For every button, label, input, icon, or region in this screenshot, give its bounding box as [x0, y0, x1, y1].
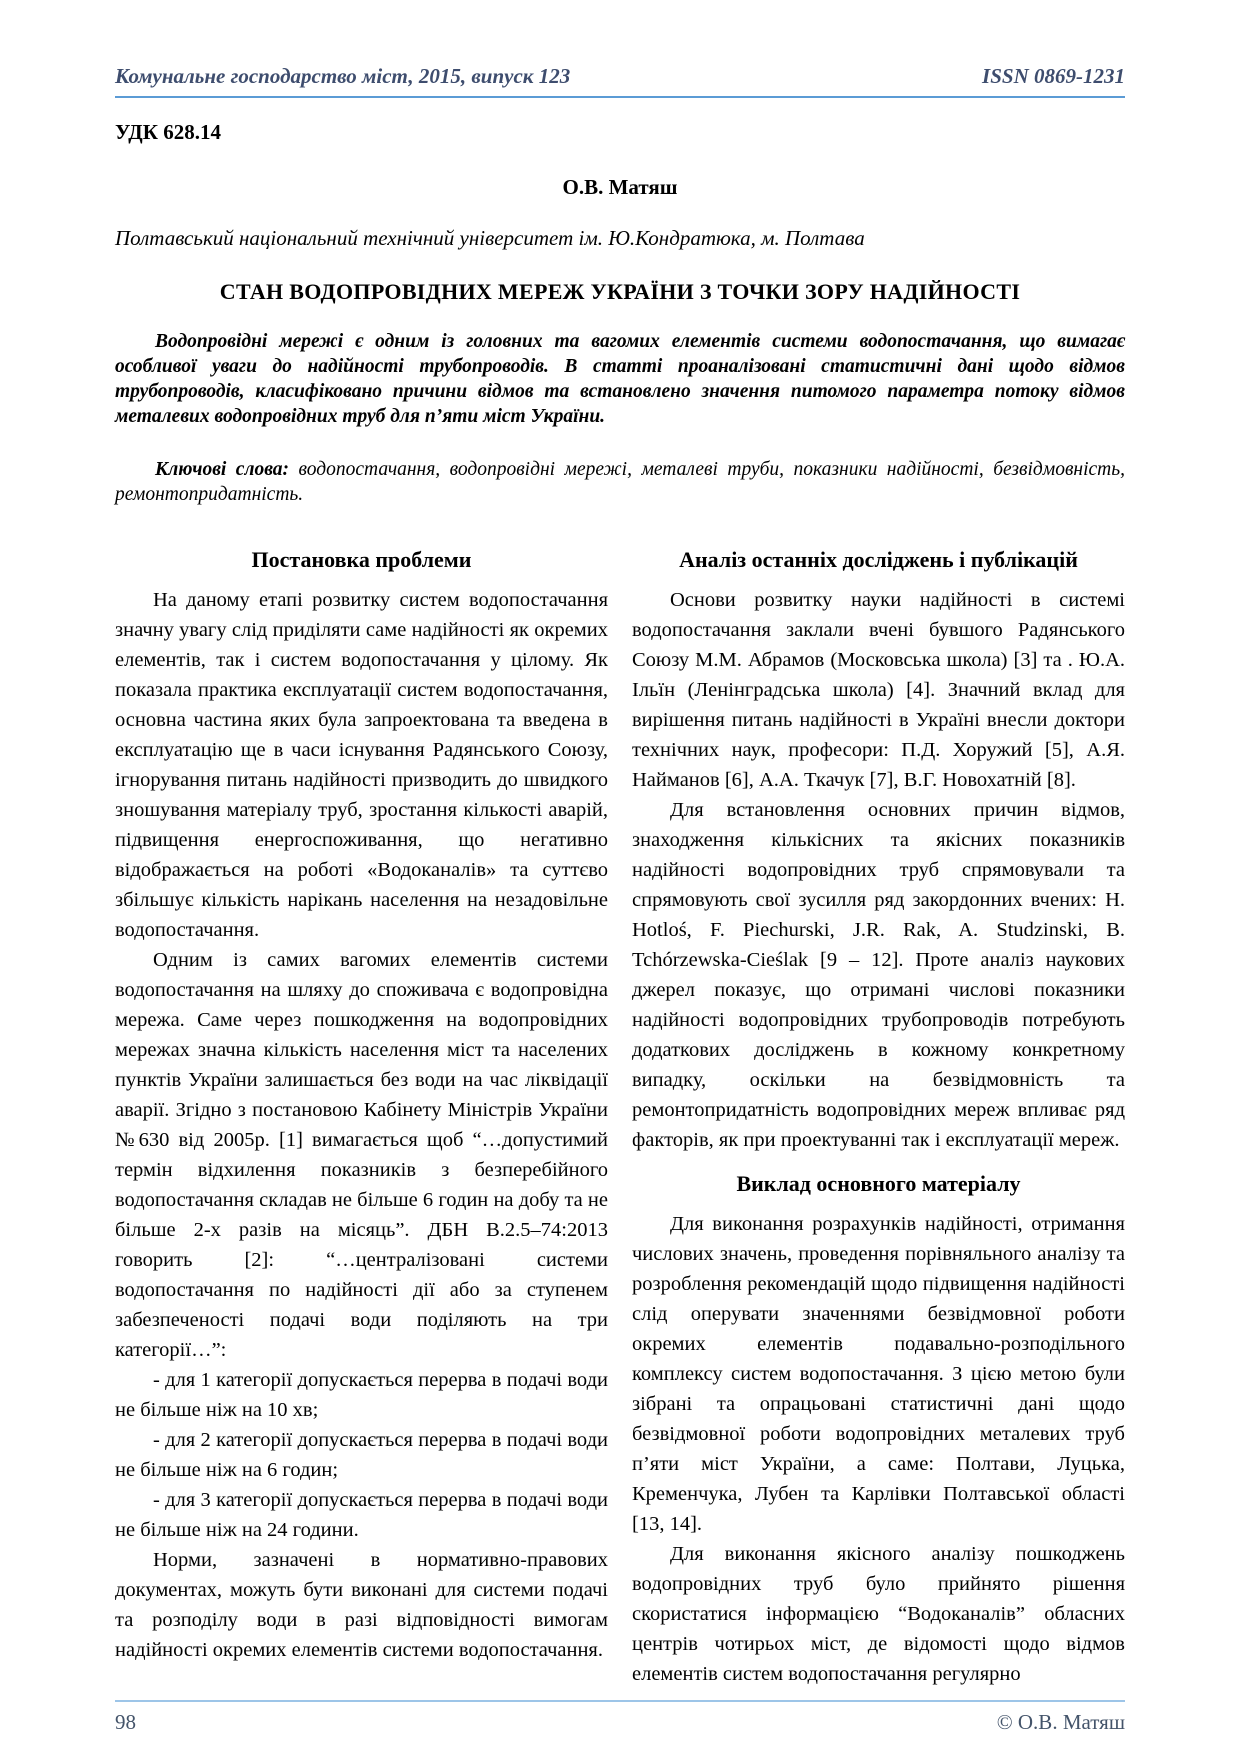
issn-number: ISSN 0869-1231 [982, 64, 1125, 88]
two-column-body [115, 541, 1125, 1689]
page-number: 98 [115, 1710, 136, 1734]
section-heading-problem: Постановка проблеми [251, 547, 472, 572]
copyright-notice: © О.В. Матяш [996, 1710, 1125, 1734]
paragraph: Норми, зазначені в нормативно-правових документах, можуть бути виконані для системи подачі та розподілу води в разі відповідності вимогам надійності окремих елементів системи водопостачання. [115, 1549, 608, 1661]
keywords-label: Ключові слова: [155, 459, 290, 480]
page-footer [115, 1700, 1125, 1735]
abstract-text: Водопровідні мережі є одним із головних та вагомих елементів системи водопостачання, що вимагає особливої уваги до надійності трубопроводів. В статті проаналізовані статистичні дані щодо відмов трубопроводів, класифіковано причини відмов та встановлено значення питомого параметра потоку відмов металевих водопровідних труб для п’яти міст України. [115, 331, 1125, 427]
paragraph: На даному етапі розвитку систем водопостачання значну увагу слід приділяти саме надійності як окремих елементів, так і систем водопостачання у цілому. Як показала практика експлуатації систем водопостачання, основна частина яких була запроектована та введена в експлуатацію ще в часи існування Радянського Союзу, ігнорування питань надійності призводить до швидкого зношування матеріалу труб, зростання кількості аварій, підвищення енергоспоживання, що негативно відображається на роботі «Водоканалів» та суттєво збільшує кількість нарікань населення на незадовільне водопостачання. [115, 589, 608, 941]
paragraph: Для виконання розрахунків надійності, отримання числових значень, проведення порівняльного аналізу та розроблення рекомендацій щодо підвищення надійності слід оперувати значеннями безвідмовної роботи окремих елементів подавально-розподільного комплексу систем водопостачання. З цією метою були зібрані та опрацьовані статистичні дані щодо безвідмовної роботи водопровідних металевих труб п’яти міст України, а саме: Полтави, Луцька, Кременчука, Лубен та Карлівки Полтавської області [13, 14]. [632, 1213, 1125, 1535]
paragraph: Для встановлення основних причин відмов, знаходження кількісних та якісних показників надійності водопровідних труб спрямовували та спрямовують свої зусилля ряд закордонних вчених: H. Hotloś, F. Piechurski, J.R. Rak, A. Studzinski, B. Tchórzewska-Cieślak [9 – 12]. Проте аналіз наукових джерел показує, що отримані числові показники надійності водопровідних трубопроводів потребують додаткових досліджень в кожному конкретному випадку, оскільки на безвідмовність та ремонтопридатність водопровідних мереж впливає ряд факторів, як при проектуванні так і експлуатації мереж. [632, 799, 1125, 1151]
running-header [115, 64, 1125, 98]
list-item-category-1: - для 1 категорії допускається перерва в подачі води не більше ніж на 10 хв; [115, 1369, 608, 1421]
journal-name: Комунальне господарство міст, 2015, випуск 123 [115, 64, 571, 88]
keywords-text: водопостачання, водопровідні мережі, металеві труби, показники надійності, безвідмовність, ремонтопридатність. [115, 459, 1125, 505]
paragraph: Одним із самих вагомих елементів системи водопостачання на шляху до споживача є водопровідна мережа. Саме через пошкодження на водопровідних мережах значна кількість населення міст та населених пунктів України залишається без води на час ліквідації аварії. Згідно з постановою Кабінету Міністрів України №630 від 2005р. [1] вимагається щоб “…допустимий термін відхилення показників з безперебійного водопостачання складав не більше 6 годин на добу та не більше 2-х разів на місяць”. ДБН В.2.5–74:2013 говорить [2]: “…централізовані системи водопостачання по надійності дії або за ступенем забезпеченості подачі води поділяють на три категорії…”: [115, 949, 608, 1361]
paragraph: Основи розвитку науки надійності в системі водопостачання заклали вчені бувшого Радянського Союзу М.М. Абрамов (Московська школа) [3] та . Ю.А. Ільїн (Ленінградська школа) [4]. Значний вклад для вирішення питань надійності в Україні внесли доктори технічних наук, професори: П.Д. Хоружий [5], А.Я. Найманов [6], А.А. Ткачук [7], В.Г. Новохатній [8]. [632, 589, 1125, 791]
section-heading-main-material: Виклад основного матеріалу [736, 1171, 1021, 1196]
right-column [632, 541, 1125, 1689]
article-title: СТАН ВОДОПРОВІДНИХ МЕРЕЖ УКРАЇНИ З ТОЧКИ ЗОРУ НАДІЙНОСТІ [219, 279, 1021, 304]
list-item-category-2: - для 2 категорії допускається перерва в подачі води не більше ніж на 6 годин; [115, 1429, 608, 1481]
keywords-line [115, 457, 1125, 507]
author-affiliation: Полтавський національний технічний університет ім. Ю.Кондратюка, м. Полтава [115, 226, 865, 250]
left-column [115, 541, 608, 1689]
author-name: О.В. Матяш [562, 175, 678, 199]
list-item-category-3: - для 3 категорії допускається перерва в подачі води не більше ніж на 24 години. [115, 1489, 608, 1541]
udc-code: УДК 628.14 [115, 120, 221, 144]
section-heading-analysis: Аналіз останніх досліджень і публікацій [679, 547, 1078, 572]
paragraph: Для виконання якісного аналізу пошкоджень водопровідних труб було прийнято рішення скористатися інформацією “Водоканалів” обласних центрів чотирьох міст, де відомості щодо відмов елементів систем водопостачання регулярно [632, 1543, 1125, 1685]
